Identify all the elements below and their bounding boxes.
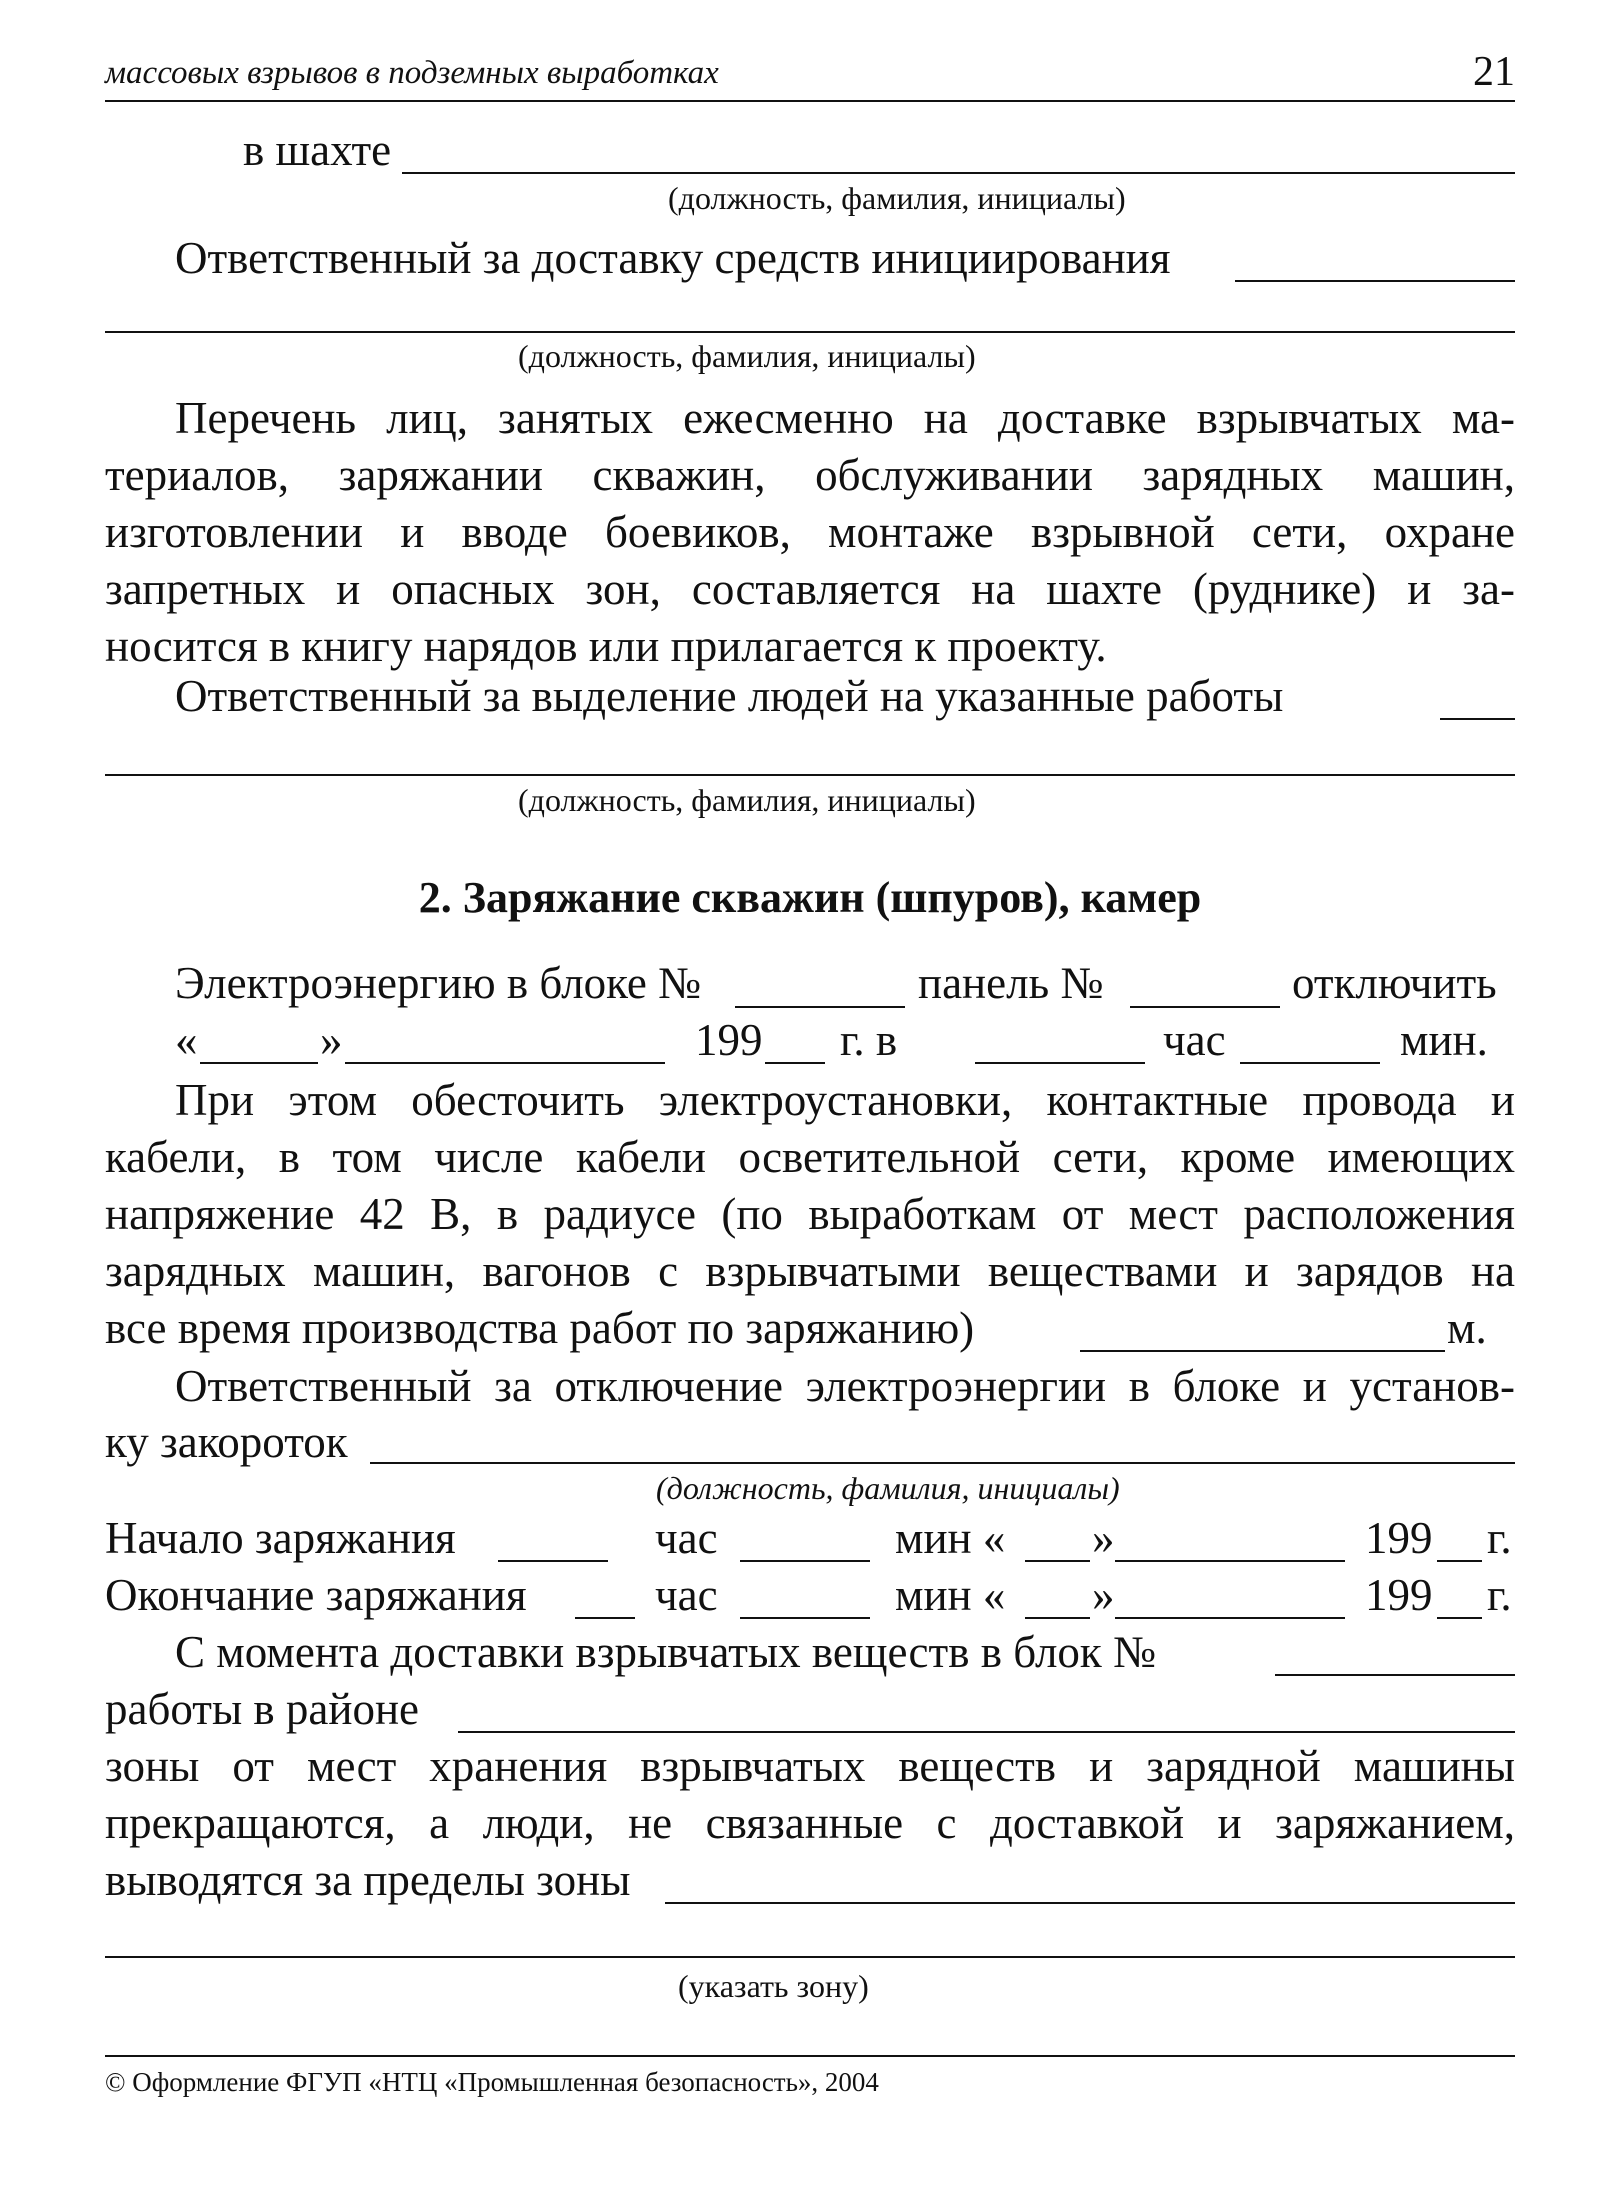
end-year-blank [1437, 1617, 1482, 1619]
caption-position-3: (должность, фамилия, инициалы) [518, 782, 976, 818]
year-suffix: г. в [840, 1015, 898, 1065]
end-minutes-label: мин « [895, 1570, 1006, 1620]
zone-blank [665, 1902, 1515, 1904]
power-line-1b: панель № [918, 958, 1104, 1008]
end-year-prefix: 199 [1365, 1570, 1433, 1620]
shorting-line-2: ку закороток [105, 1417, 348, 1467]
start-hours-label: час [655, 1513, 718, 1563]
paragraph-line: При этом обесточить электроустановки, контактные провода и [175, 1075, 1515, 1125]
start-year-suffix: г. [1487, 1513, 1512, 1563]
delivery-paragraph [105, 1738, 1515, 1852]
start-quote-close: » [1092, 1513, 1115, 1563]
year-blank [765, 1062, 825, 1064]
start-year-blank [1437, 1560, 1482, 1562]
end-minute-blank [740, 1617, 870, 1619]
minutes-label: мин. [1400, 1015, 1488, 1065]
start-label: Начало заряжания [105, 1513, 456, 1563]
paragraph-line: зоны от мест хранения взрывчатых веществ и зарядной машины [105, 1741, 1515, 1791]
end-month-blank [1115, 1617, 1345, 1619]
caption-position-4: (должность, фамилия, инициалы) [656, 1470, 1120, 1506]
caption-zone: (указать зону) [678, 1968, 869, 2004]
deenergize-paragraph [105, 1072, 1515, 1300]
start-minute-blank [740, 1560, 870, 1562]
radius-blank [1080, 1350, 1445, 1352]
meters-unit: м. [1447, 1303, 1487, 1353]
allocation-blank-line [105, 774, 1515, 776]
paragraph-line: Перечень лиц, занятых ежесменно на доставке взрывчатых ма- [175, 393, 1515, 443]
shaft-blank [402, 172, 1515, 174]
zone-label: выводятся за пределы зоны [105, 1855, 631, 1905]
quote-close: » [320, 1015, 343, 1065]
paragraph-line: кабели, в том числе кабели осветительной сети, кроме имеющих [105, 1132, 1515, 1182]
shaft-line [243, 122, 391, 178]
allocation-blank [1440, 718, 1515, 720]
block-number-blank [735, 1006, 905, 1008]
copyright-footer: © Оформление ФГУП «НТЦ «Промышленная безопасность», 2004 [105, 2067, 879, 2097]
area-blank [458, 1731, 1515, 1733]
panel-number-blank [1130, 1006, 1280, 1008]
paragraph-line: зарядных машин, вагонов с взрывчатыми веществами и зарядов на [105, 1246, 1515, 1296]
end-label: Окончание заряжания [105, 1570, 527, 1620]
start-hour-blank [498, 1560, 608, 1562]
running-title: массовых взрывов в подземных выработках [105, 55, 719, 91]
paragraph-line: териалов, заряжании скважин, обслуживании зарядных машин, [105, 450, 1515, 500]
caption-position-2: (должность, фамилия, инициалы) [518, 338, 976, 374]
end-hour-blank [575, 1617, 635, 1619]
page-header [105, 48, 1515, 102]
zone-blank-line [105, 1956, 1515, 1958]
paragraph-line: прекращаются, а люди, не связанные с доставкой и заряжанием, [105, 1798, 1515, 1848]
delivery-line-1: С момента доставки взрывчатых веществ в блок № [175, 1627, 1156, 1677]
footer-rule [105, 2055, 1515, 2057]
allocation-label: Ответственный за выделение людей на указанные работы [175, 671, 1284, 721]
end-quote-close: » [1092, 1570, 1115, 1620]
initiation-blank [1235, 280, 1515, 282]
personnel-list-paragraph [105, 390, 1515, 675]
section-heading: 2. Заряжание скважин (шпуров), камер [418, 873, 1202, 922]
power-line-1c: отключить [1292, 958, 1497, 1008]
start-minutes-label: мин « [895, 1513, 1006, 1563]
delivery-block-blank [1275, 1674, 1515, 1676]
hour-blank [975, 1062, 1145, 1064]
start-month-blank [1115, 1560, 1345, 1562]
day-blank [200, 1062, 318, 1064]
paragraph-line: напряжение 42 В, в радиусе (по выработкам от мест расположения [105, 1189, 1515, 1239]
page-number: 21 [1473, 49, 1515, 95]
paragraph-line: Ответственный за отключение электроэнергии в блоке и установ- [175, 1361, 1515, 1411]
hours-label: час [1163, 1015, 1226, 1065]
start-day-blank [1025, 1560, 1090, 1562]
power-line-1a: Электроэнергию в блоке № [175, 958, 701, 1008]
end-year-suffix: г. [1487, 1570, 1512, 1620]
caption-position-1: (должность, фамилия, инициалы) [668, 180, 1126, 216]
delivery-line-2: работы в районе [105, 1684, 420, 1734]
month-blank [345, 1062, 665, 1064]
paragraph-line: носится в книгу нарядов или прилагается к проекту. [105, 621, 1107, 671]
start-year-prefix: 199 [1365, 1513, 1433, 1563]
initiation-blank-line [105, 331, 1515, 333]
quote-open: « [175, 1015, 198, 1065]
year-prefix: 199 [695, 1015, 763, 1065]
shorting-paragraph [105, 1358, 1515, 1415]
end-day-blank [1025, 1617, 1090, 1619]
initiation-label: Ответственный за доставку средств инициирования [175, 233, 1171, 283]
paragraph-line: изготовлении и вводе боевиков, монтаже взрывной сети, охране [105, 507, 1515, 557]
shaft-label: в шахте [243, 125, 392, 175]
minute-blank [1240, 1062, 1380, 1064]
paragraph-line: запретных и опасных зон, составляется на шахте (руднике) и за- [105, 564, 1515, 614]
end-hours-label: час [655, 1570, 718, 1620]
deenergize-last-line: все время производства работ по заряжанию) [105, 1303, 975, 1353]
shorting-blank [370, 1462, 1515, 1464]
